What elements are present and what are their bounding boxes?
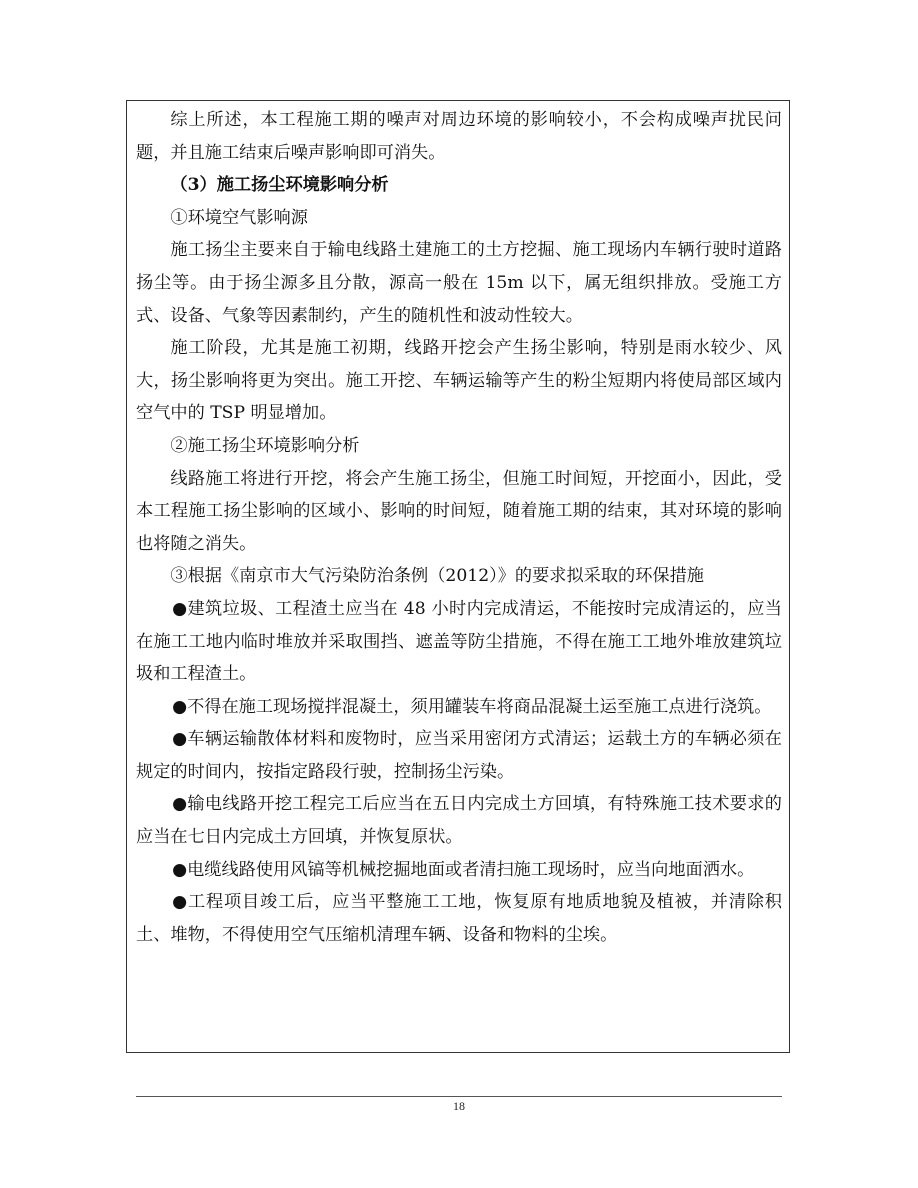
measure-item: ●车辆运输散体材料和废物时，应当采用密闭方式清运；运载土方的车辆必须在规定的时间内，按指定路段行驶，控制扬尘污染。 [136, 729, 782, 782]
document-body [136, 104, 782, 951]
dust-analysis-paragraph: 线路施工将进行开挖，将会产生施工扬尘，但施工时间短，开挖面小，因此，受本工程施工扬尘影响的区域小、影响的时间短，随着施工期的结束，其对环境的影响也将随之消失。 [136, 468, 782, 554]
page-number: 18 [453, 1099, 465, 1113]
construction-stage-paragraph: 施工阶段，尤其是施工初期，线路开挖会产生扬尘影响，特别是雨水较少、风大，扬尘影响将更为突出。施工开挖、车辆运输等产生的粉尘短期内将使局部区域内空气中的 TSP 明显增加。 [136, 338, 782, 424]
measure-item: ●建筑垃圾、工程渣土应当在 48 小时内完成清运，不能按时完成清运的，应当在施工工地内临时堆放并采取围挡、遮盖等防尘措施，不得在施工工地外堆放建筑垃圾和工程渣土。 [136, 598, 782, 685]
subheading-air-source: ①环境空气影响源 [170, 207, 308, 228]
dust-source-paragraph: 施工扬尘主要来自于输电线路土建施工的土方挖掘、施工现场内车辆行驶时道路扬尘等。由于扬尘源多且分散，源高一般在 15m 以下，属无组织排放。受施工方式、设备、气象等因素制约，产生的随机性和波动性较大。 [136, 240, 782, 326]
subheading-dust-analysis: ②施工扬尘环境影响分析 [170, 435, 360, 456]
section-heading: （3）施工扬尘环境影响分析 [170, 175, 389, 196]
measure-item: ●电缆线路使用风镐等机械挖掘地面或者清扫施工现场时，应当向地面洒水。 [172, 859, 755, 880]
subheading-regulation-measures: ③根据《南京市大气污染防治条例（2012）》的要求拟采取的环保措施 [170, 566, 704, 587]
measure-item: ●输电线路开挖工程完工后应当在五日内完成土方回填，有特殊施工技术要求的应当在七日内完成土方回填，并恢复原状。 [136, 794, 782, 848]
conclusion-paragraph: 综上所述，本工程施工期的噪声对周边环境的影响较小，不会构成噪声扰民问题，并且施工结束后噪声影响即可消失。 [136, 110, 782, 163]
measure-item: ●不得在施工现场搅拌混凝土，须用罐装车将商品混凝土运至施工点进行浇筑。 [172, 696, 772, 717]
footer-divider [136, 1096, 782, 1097]
measure-item: ●工程项目竣工后，应当平整施工工地，恢复原有地质地貌及植被，并清除积土、堆物，不得使用空气压缩机清理车辆、设备和物料的尘埃。 [136, 892, 782, 945]
